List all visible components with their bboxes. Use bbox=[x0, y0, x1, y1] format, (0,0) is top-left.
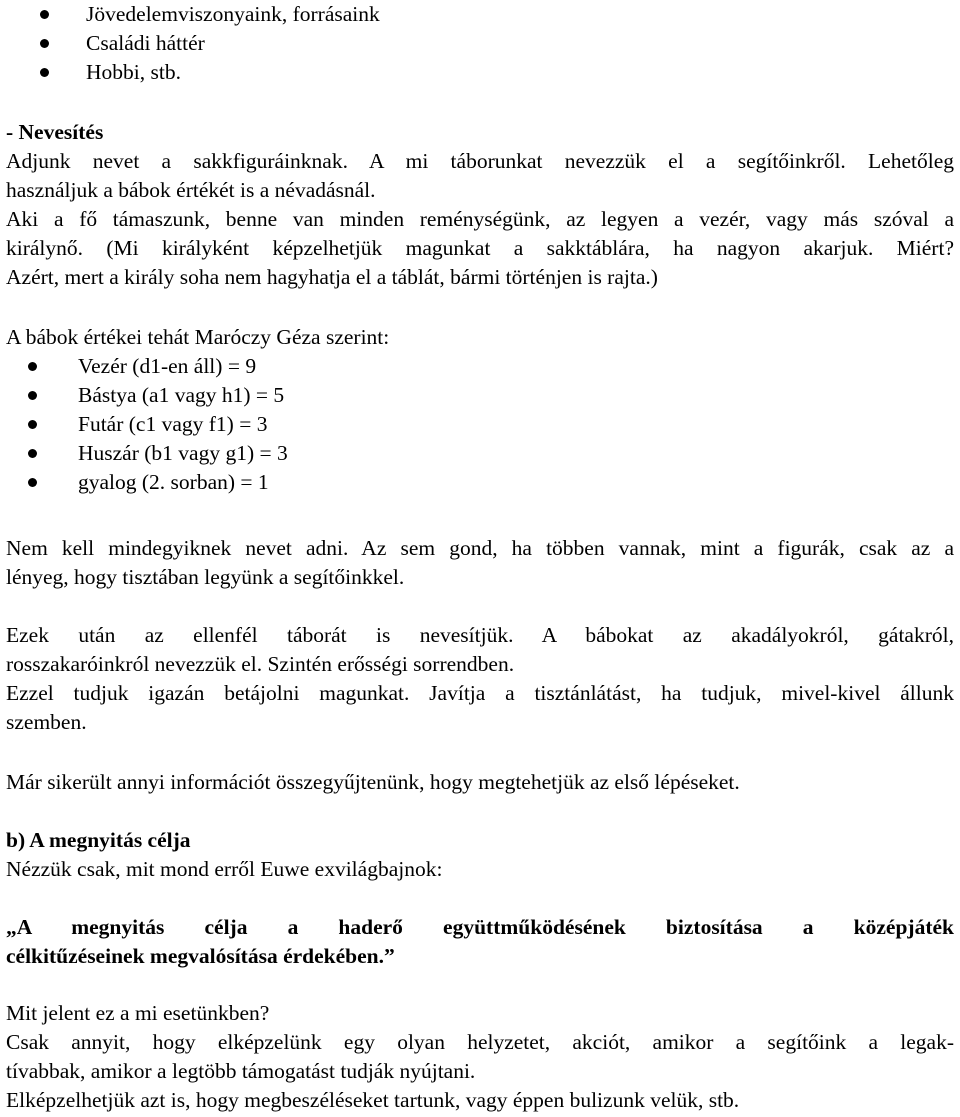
values-bullet-list bbox=[28, 352, 928, 497]
list-item: Hobbi, stb. bbox=[40, 58, 940, 87]
values-intro-block bbox=[6, 323, 954, 352]
paragraph-line: királynő. (Mi királyként képzelhetjük magunkat a sakktáblára, ha nagyon akarjuk. Miért? bbox=[6, 236, 954, 260]
bullet-icon bbox=[28, 391, 37, 400]
paragraph-line: használjuk a bábok értékét is a névadásnál. bbox=[6, 178, 376, 202]
list-item: Futár (c1 vagy f1) = 3 bbox=[28, 410, 928, 439]
paragraph-line: Adjunk nevet a sakkfiguráinknak. A mi táborunkat nevezzük el a segítőinkről. Lehetőleg bbox=[6, 149, 954, 173]
paragraph-line: Ezek után az ellenfél táborát is nevesítjük. A bábokat az akadályokról, gátakról, bbox=[6, 623, 954, 647]
quote-line: célkitűzéseinek megvalósítása érdekében.” bbox=[6, 944, 395, 968]
bullet-icon bbox=[28, 420, 37, 429]
paragraph-line: Csak annyit, hogy elképzelünk egy olyan helyzetet, akciót, amikor a segítőink a legak- bbox=[6, 1030, 954, 1054]
list-item: Jövedelemviszonyaink, forrásaink bbox=[40, 0, 940, 29]
paragraph-line: szemben. bbox=[6, 710, 87, 734]
question-answer-block bbox=[6, 999, 954, 1115]
list-item: Családi háttér bbox=[40, 29, 940, 58]
bullet-icon bbox=[28, 362, 37, 371]
quote-block bbox=[6, 913, 954, 971]
paragraph-line: Nem kell mindegyiknek nevet adni. Az sem gond, ha többen vannak, mint a figurák, csak az a bbox=[6, 536, 954, 560]
list-item: Vezér (d1-en áll) = 9 bbox=[28, 352, 928, 381]
paragraph-line: Már sikerült annyi információt összegyűjtenünk, hogy megtehetjük az első lépéseket. bbox=[6, 770, 740, 794]
section-naming bbox=[6, 118, 954, 292]
paragraph-4 bbox=[6, 768, 954, 797]
paragraph-line: Elképzelhetjük azt is, hogy megbeszéléseket tartunk, vagy éppen bulizunk velük, stb. bbox=[6, 1088, 740, 1112]
quote-line: „A megnyitás célja a haderő együttműködésének biztosítása a középjáték bbox=[6, 915, 954, 939]
section-heading: - Nevesítés bbox=[6, 120, 104, 144]
paragraph-3 bbox=[6, 621, 954, 737]
bullet-icon bbox=[28, 449, 37, 458]
paragraph-2 bbox=[6, 534, 954, 592]
paragraph-line: Ezzel tudjuk igazán betájolni magunkat. Javítja a tisztánlátást, ha tudjuk, mivel-kivel állunk bbox=[6, 681, 954, 705]
opening-intro: Nézzük csak, mit mond erről Euwe exvilágbajnok: bbox=[6, 857, 443, 881]
paragraph-line: Azért, mert a király soha nem hagyhatja el a táblát, bármi történjen is rajta.) bbox=[6, 265, 658, 289]
section-opening bbox=[6, 826, 954, 884]
bullet-icon bbox=[40, 10, 49, 19]
list-item: Huszár (b1 vagy g1) = 3 bbox=[28, 439, 928, 468]
bullet-icon bbox=[40, 68, 49, 77]
paragraph-line: Aki a fő támaszunk, benne van minden reménységünk, az legyen a vezér, vagy más szóval a bbox=[6, 207, 954, 231]
paragraph-line: rosszakaróinkról nevezzük el. Szintén erősségi sorrendben. bbox=[6, 652, 515, 676]
list-item: Bástya (a1 vagy h1) = 5 bbox=[28, 381, 928, 410]
question-line: Mit jelent ez a mi esetünkben? bbox=[6, 1001, 270, 1025]
values-intro: A bábok értékei tehát Maróczy Géza szerint: bbox=[6, 325, 390, 349]
top-bullet-list bbox=[40, 0, 940, 87]
paragraph-line: tívabbak, amikor a legtöbb támogatást tudják nyújtani. bbox=[6, 1059, 476, 1083]
bullet-icon bbox=[28, 478, 37, 487]
list-item: gyalog (2. sorban) = 1 bbox=[28, 468, 928, 497]
section-heading: b) A megnyitás célja bbox=[6, 828, 191, 852]
bullet-icon bbox=[40, 39, 49, 48]
paragraph-line: lényeg, hogy tisztában legyünk a segítőinkkel. bbox=[6, 565, 405, 589]
